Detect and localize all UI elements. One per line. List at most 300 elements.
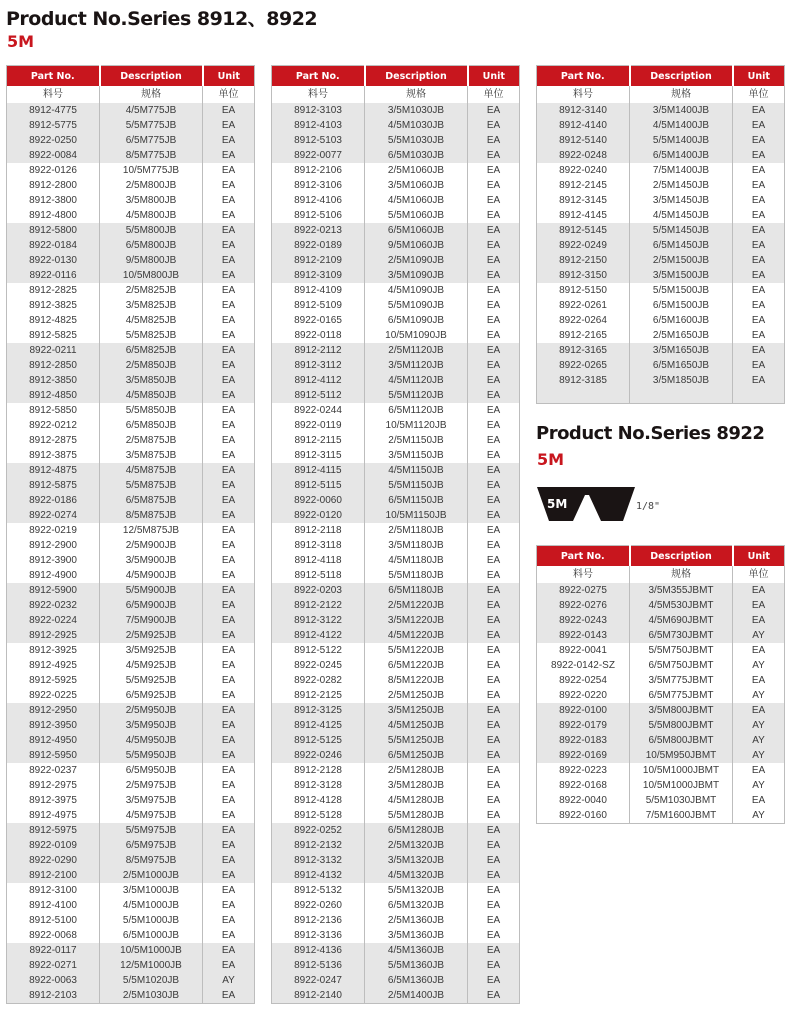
description-cell: 2/5M1090JB bbox=[365, 253, 468, 268]
unit-header: Unit bbox=[468, 66, 520, 87]
unit-cell: EA bbox=[468, 943, 520, 958]
part-no-cell: 8912-4145 bbox=[537, 208, 630, 223]
description-cell: 3/5M1360JB bbox=[365, 928, 468, 943]
description-cell: 10/5M800JB bbox=[100, 268, 203, 283]
part-no-cell: 8912-4950 bbox=[7, 733, 100, 748]
part-no-cell: 8912-5150 bbox=[537, 283, 630, 298]
part-no-cell: 8912-3100 bbox=[7, 883, 100, 898]
part-no-cell: 8922-0169 bbox=[537, 748, 630, 763]
unit-cell: AY bbox=[733, 628, 785, 643]
description-cell: 2/5M1060JB bbox=[365, 163, 468, 178]
description-cell: 12/5M1000JB bbox=[100, 958, 203, 973]
table-row bbox=[537, 133, 785, 148]
unit-cell: EA bbox=[733, 148, 785, 163]
unit-cell: EA bbox=[486, 315, 501, 326]
header-row bbox=[537, 546, 785, 567]
unit-cell: EA bbox=[486, 765, 501, 776]
part-no-cell: 8922-0254 bbox=[537, 673, 630, 688]
description-cell: 3/5M1250JB bbox=[365, 703, 468, 718]
part-no-cell: 8922-0247 bbox=[272, 973, 365, 988]
description-cell: 5/5M800JB bbox=[100, 223, 203, 238]
section-subtitle-5m-2: 5M bbox=[537, 450, 565, 469]
part-no-cell: 8912-5825 bbox=[7, 328, 100, 343]
description-cell: 3/5M1030JB bbox=[365, 103, 468, 118]
description-cell: 2/5M950JB bbox=[100, 703, 203, 718]
part-no-cell: 8912-4100 bbox=[7, 898, 100, 913]
description-cell: 4/5M1030JB bbox=[365, 118, 468, 133]
part-no-header-cn: 料号 bbox=[272, 86, 365, 103]
description-cell: 6/5M1220JB bbox=[365, 658, 468, 673]
table-row bbox=[7, 598, 255, 613]
description-cell: 6/5M1500JB bbox=[630, 298, 733, 313]
description-cell: 3/5M900JB bbox=[100, 553, 203, 568]
part-no-header-cn: 料号 bbox=[537, 86, 630, 103]
unit-cell: EA bbox=[733, 613, 785, 628]
part-no-cell: 8922-0143 bbox=[537, 628, 630, 643]
unit-cell: EA bbox=[203, 598, 255, 613]
description-header-cn: 规格 bbox=[100, 86, 203, 103]
unit-cell: EA bbox=[203, 463, 255, 478]
description-cell: 5/5M900JB bbox=[100, 583, 203, 598]
description-cell: 6/5M1280JB bbox=[365, 823, 468, 838]
description-cell: 5/5M1400JB bbox=[630, 133, 733, 148]
description-cell: 6/5M875JB bbox=[100, 493, 203, 508]
table-row bbox=[7, 493, 255, 508]
unit-cell: EA bbox=[203, 148, 255, 163]
part-no-cell: 8912-2132 bbox=[272, 838, 365, 853]
part-no-cell: 8912-3128 bbox=[272, 778, 365, 793]
description-cell: 10/5M1000JBMT bbox=[630, 763, 733, 778]
part-no-cell: 8922-0245 bbox=[272, 658, 365, 673]
table-row bbox=[537, 358, 785, 373]
description-cell: 3/5M1000JB bbox=[100, 883, 203, 898]
table-row bbox=[537, 718, 785, 733]
table-row bbox=[272, 568, 520, 583]
unit-cell: EA bbox=[733, 118, 785, 133]
part-no-cell: 8912-2875 bbox=[7, 433, 100, 448]
description-cell: 5/5M1000JB bbox=[100, 913, 203, 928]
part-no-cell: 8912-2850 bbox=[7, 358, 100, 373]
unit-cell: EA bbox=[486, 285, 501, 296]
unit-cell: EA bbox=[221, 450, 236, 461]
unit-cell: AY bbox=[752, 810, 765, 821]
part-no-cell: 8912-5125 bbox=[272, 733, 365, 748]
description-cell: 4/5M950JB bbox=[100, 733, 203, 748]
part-no-cell: 8912-3800 bbox=[7, 193, 100, 208]
part-no-cell: 8922-0040 bbox=[537, 793, 630, 808]
part-no-cell: 8922-0219 bbox=[7, 523, 100, 538]
description-cell: 5/5M875JB bbox=[100, 478, 203, 493]
unit-cell: EA bbox=[486, 450, 501, 461]
description-cell: 6/5M1450JB bbox=[630, 238, 733, 253]
table-row bbox=[7, 688, 255, 703]
unit-cell: EA bbox=[468, 148, 520, 163]
description-cell: 3/5M1060JB bbox=[365, 178, 468, 193]
part-no-cell: 8912-3145 bbox=[537, 193, 630, 208]
table-row bbox=[7, 808, 255, 823]
part-no-cell: 8912-2800 bbox=[7, 178, 100, 193]
description-cell: 3/5M875JB bbox=[100, 448, 203, 463]
unit-cell: EA bbox=[468, 973, 520, 988]
table-row bbox=[537, 778, 785, 793]
unit-cell: EA bbox=[221, 555, 236, 566]
description-header: Description bbox=[630, 66, 733, 87]
description-cell: 9/5M1060JB bbox=[365, 238, 468, 253]
unit-cell: EA bbox=[203, 343, 255, 358]
description-cell: 2/5M1500JB bbox=[630, 253, 733, 268]
table-row bbox=[7, 208, 255, 223]
part-no-header: Part No. bbox=[272, 66, 365, 87]
table-row bbox=[7, 253, 255, 268]
unit-cell: EA bbox=[221, 915, 236, 926]
table-row bbox=[537, 103, 785, 118]
part-no-cell: 8912-2109 bbox=[272, 253, 365, 268]
unit-cell: EA bbox=[751, 315, 766, 326]
part-no-cell: 8912-4103 bbox=[272, 118, 365, 133]
part-no-cell: 8922-0116 bbox=[7, 268, 100, 283]
table-row bbox=[272, 103, 520, 118]
part-no-cell: 8912-4825 bbox=[7, 313, 100, 328]
unit-cell: EA bbox=[486, 555, 501, 566]
table-row bbox=[7, 538, 255, 553]
description-cell: 4/5M1320JB bbox=[365, 868, 468, 883]
table-row bbox=[7, 478, 255, 493]
unit-cell: EA bbox=[203, 733, 255, 748]
table-row bbox=[7, 838, 255, 853]
table-row bbox=[272, 628, 520, 643]
description-cell: 6/5M1650JB bbox=[630, 358, 733, 373]
pitch-label: 1/8" bbox=[636, 501, 661, 512]
table-row bbox=[272, 733, 520, 748]
description-header-cn: 规格 bbox=[630, 566, 733, 583]
description-cell: 7/5M900JB bbox=[100, 613, 203, 628]
description-cell: 5/5M1280JB bbox=[365, 808, 468, 823]
table-row bbox=[7, 373, 255, 388]
part-no-cell: 8922-0290 bbox=[7, 853, 100, 868]
unit-cell: EA bbox=[203, 118, 255, 133]
part-no-cell: 8912-5106 bbox=[272, 208, 365, 223]
unit-cell: EA bbox=[203, 988, 255, 1004]
part-no-cell: 8922-0184 bbox=[7, 238, 100, 253]
parts-table-1 bbox=[6, 65, 255, 1004]
description-cell: 6/5M1360JB bbox=[365, 973, 468, 988]
unit-header-cn: 单位 bbox=[203, 86, 255, 103]
unit-cell: EA bbox=[751, 180, 766, 191]
part-no-cell: 8912-3875 bbox=[7, 448, 100, 463]
part-no-cell: 8912-3825 bbox=[7, 298, 100, 313]
table-row bbox=[7, 913, 255, 928]
description-cell: 3/5M975JB bbox=[100, 793, 203, 808]
part-no-cell: 8922-0179 bbox=[537, 718, 630, 733]
table-row bbox=[537, 328, 785, 343]
part-no-cell: 8912-4775 bbox=[7, 103, 100, 118]
table-row bbox=[272, 718, 520, 733]
header-row-cn bbox=[537, 86, 785, 103]
table-row bbox=[7, 868, 255, 883]
unit-cell: EA bbox=[203, 838, 255, 853]
part-no-cell: 8912-3950 bbox=[7, 718, 100, 733]
table-row bbox=[537, 388, 785, 404]
table-row bbox=[272, 478, 520, 493]
part-no-cell: 8912-5850 bbox=[7, 403, 100, 418]
description-cell: 2/5M1280JB bbox=[365, 763, 468, 778]
unit-cell: EA bbox=[486, 930, 501, 941]
unit-cell: EA bbox=[468, 463, 520, 478]
table-row bbox=[7, 403, 255, 418]
description-cell: 2/5M800JB bbox=[100, 178, 203, 193]
table-row bbox=[272, 208, 520, 223]
table-row bbox=[7, 238, 255, 253]
table-row bbox=[7, 298, 255, 313]
unit-header-cn: 单位 bbox=[733, 566, 785, 583]
table-row bbox=[537, 673, 785, 688]
description-cell: 5/5M1090JB bbox=[365, 298, 468, 313]
part-no-cell: 8912-5140 bbox=[537, 133, 630, 148]
table-row bbox=[537, 373, 785, 388]
header-row-cn bbox=[272, 86, 520, 103]
table-row bbox=[7, 658, 255, 673]
description-cell: 6/5M1000JB bbox=[100, 928, 203, 943]
table-row bbox=[272, 763, 520, 778]
description-cell: 3/5M1220JB bbox=[365, 613, 468, 628]
unit-cell: EA bbox=[486, 900, 501, 911]
description-cell: 7/5M1600JBMT bbox=[630, 808, 733, 824]
description-cell: 4/5M775JB bbox=[100, 103, 203, 118]
unit-cell: EA bbox=[468, 478, 520, 493]
table-row bbox=[7, 568, 255, 583]
unit-cell: EA bbox=[733, 343, 785, 358]
description-cell: 6/5M1320JB bbox=[365, 898, 468, 913]
unit-cell: EA bbox=[733, 133, 785, 148]
unit-cell: EA bbox=[221, 540, 236, 551]
unit-cell: EA bbox=[486, 195, 501, 206]
unit-cell: EA bbox=[486, 915, 501, 926]
description-cell: 5/5M825JB bbox=[100, 328, 203, 343]
part-no-header: Part No. bbox=[537, 66, 630, 87]
description-cell: 2/5M1250JB bbox=[365, 688, 468, 703]
description-cell: 2/5M1000JB bbox=[100, 868, 203, 883]
unit-cell: EA bbox=[468, 868, 520, 883]
description-cell: 4/5M1360JB bbox=[365, 943, 468, 958]
unit-cell: EA bbox=[203, 493, 255, 508]
description-cell: 2/5M850JB bbox=[100, 358, 203, 373]
table-row bbox=[272, 793, 520, 808]
unit-cell: EA bbox=[468, 103, 520, 118]
part-no-cell: 8922-0168 bbox=[537, 778, 630, 793]
description-cell: 2/5M925JB bbox=[100, 628, 203, 643]
table-row bbox=[7, 448, 255, 463]
part-no-header: Part No. bbox=[7, 66, 100, 87]
table-row bbox=[7, 853, 255, 868]
unit-cell: EA bbox=[468, 133, 520, 148]
part-no-cell: 8922-0224 bbox=[7, 613, 100, 628]
part-no-cell: 8912-4900 bbox=[7, 568, 100, 583]
part-no-cell: 8922-0252 bbox=[272, 823, 365, 838]
table-row bbox=[537, 808, 785, 824]
table-row bbox=[7, 178, 255, 193]
description-cell: 4/5M850JB bbox=[100, 388, 203, 403]
part-no-cell: 8912-2140 bbox=[272, 988, 365, 1004]
part-no-cell: 8912-4925 bbox=[7, 658, 100, 673]
table-row bbox=[537, 733, 785, 748]
part-no-cell: 8912-5136 bbox=[272, 958, 365, 973]
table-row bbox=[272, 928, 520, 943]
table-row bbox=[7, 973, 255, 988]
description-cell: 5/5M850JB bbox=[100, 403, 203, 418]
table-row bbox=[7, 163, 255, 178]
header-row bbox=[272, 66, 520, 87]
unit-cell: EA bbox=[203, 868, 255, 883]
unit-cell: EA bbox=[486, 570, 501, 581]
table-row bbox=[7, 343, 255, 358]
part-no-cell: 8922-0060 bbox=[272, 493, 365, 508]
description-cell: 4/5M690JBMT bbox=[630, 613, 733, 628]
description-cell: 6/5M730JBMT bbox=[630, 628, 733, 643]
description-cell: 4/5M1400JB bbox=[630, 118, 733, 133]
part-no-cell: 8922-0084 bbox=[7, 148, 100, 163]
part-no-cell: 8912-5775 bbox=[7, 118, 100, 133]
part-no-cell: 8922-0165 bbox=[272, 313, 365, 328]
part-no-cell: 8922-0186 bbox=[7, 493, 100, 508]
table-row bbox=[272, 418, 520, 433]
description-cell: 3/5M800JBMT bbox=[630, 703, 733, 718]
description-cell: 10/5M1000JB bbox=[100, 943, 203, 958]
description-cell: 2/5M975JB bbox=[100, 778, 203, 793]
unit-cell: EA bbox=[733, 583, 785, 598]
table-row bbox=[537, 223, 785, 238]
unit-cell: EA bbox=[733, 358, 785, 373]
unit-cell: EA bbox=[221, 330, 236, 341]
description-cell: 5/5M1150JB bbox=[365, 478, 468, 493]
unit-cell: EA bbox=[221, 420, 236, 431]
part-no-cell: 8912-3975 bbox=[7, 793, 100, 808]
table-row bbox=[7, 148, 255, 163]
unit-cell: EA bbox=[203, 628, 255, 643]
unit-cell: EA bbox=[468, 823, 520, 838]
unit-cell: EA bbox=[468, 958, 520, 973]
part-no-cell: 8922-0275 bbox=[537, 583, 630, 598]
part-no-cell: 8912-2100 bbox=[7, 868, 100, 883]
part-no-cell: 8912-3103 bbox=[272, 103, 365, 118]
unit-cell: EA bbox=[468, 853, 520, 868]
description-cell: 4/5M1450JB bbox=[630, 208, 733, 223]
part-no-cell: 8912-3122 bbox=[272, 613, 365, 628]
description-cell: 10/5M775JB bbox=[100, 163, 203, 178]
part-no-cell: 8922-0068 bbox=[7, 928, 100, 943]
description-cell: 4/5M900JB bbox=[100, 568, 203, 583]
unit-cell: EA bbox=[468, 493, 520, 508]
table-row bbox=[272, 853, 520, 868]
part-no-cell: 8922-0249 bbox=[537, 238, 630, 253]
section-subtitle-5m: 5M bbox=[7, 32, 35, 51]
table-row bbox=[272, 913, 520, 928]
unit-cell: EA bbox=[468, 613, 520, 628]
description-cell: 3/5M925JB bbox=[100, 643, 203, 658]
unit-cell: EA bbox=[486, 810, 501, 821]
part-no-cell: 8922-0282 bbox=[272, 673, 365, 688]
description-cell: 5/5M1120JB bbox=[365, 388, 468, 403]
unit-cell: EA bbox=[751, 210, 766, 221]
table-row bbox=[7, 433, 255, 448]
part-no-cell: 8912-3125 bbox=[272, 703, 365, 718]
table-row bbox=[272, 178, 520, 193]
table-row bbox=[7, 328, 255, 343]
unit-cell: EA bbox=[221, 300, 236, 311]
unit-cell: EA bbox=[486, 675, 501, 686]
unit-cell: EA bbox=[221, 435, 236, 446]
description-cell: 6/5M1060JB bbox=[365, 223, 468, 238]
description-header: Description bbox=[630, 546, 733, 567]
part-no-cell: 8922-0264 bbox=[537, 313, 630, 328]
unit-cell: EA bbox=[203, 478, 255, 493]
part-no-cell: 8922-0130 bbox=[7, 253, 100, 268]
description-cell: 6/5M800JBMT bbox=[630, 733, 733, 748]
part-no-cell: 8912-2925 bbox=[7, 628, 100, 643]
description-cell: 3/5M1650JB bbox=[630, 343, 733, 358]
table-row bbox=[272, 268, 520, 283]
table-row bbox=[7, 313, 255, 328]
table-row bbox=[537, 343, 785, 358]
description-cell: 6/5M1090JB bbox=[365, 313, 468, 328]
part-no-cell: 8912-5950 bbox=[7, 748, 100, 763]
description-cell: 3/5M1500JB bbox=[630, 268, 733, 283]
description-cell: 5/5M1220JB bbox=[365, 643, 468, 658]
description-cell: 4/5M875JB bbox=[100, 463, 203, 478]
description-cell: 4/5M1150JB bbox=[365, 463, 468, 478]
part-no-cell: 8912-4875 bbox=[7, 463, 100, 478]
description-cell: 6/5M750JBMT bbox=[630, 658, 733, 673]
part-no-cell: 8922-0120 bbox=[272, 508, 365, 523]
table-row bbox=[537, 583, 785, 598]
belt-profile-label: 5M bbox=[547, 497, 568, 511]
table-row bbox=[7, 523, 255, 538]
description-cell: 3/5M1090JB bbox=[365, 268, 468, 283]
description-cell: 4/5M1180JB bbox=[365, 553, 468, 568]
table-row bbox=[7, 988, 255, 1004]
unit-cell: EA bbox=[203, 373, 255, 388]
unit-cell: EA bbox=[468, 268, 520, 283]
part-no-cell: 8912-2125 bbox=[272, 688, 365, 703]
part-no-cell: 8922-0160 bbox=[537, 808, 630, 824]
unit-cell: EA bbox=[751, 795, 766, 806]
part-no-cell: 8912-2122 bbox=[272, 598, 365, 613]
table-row bbox=[537, 643, 785, 658]
description-cell: 2/5M1650JB bbox=[630, 328, 733, 343]
part-no-cell: 8912-2825 bbox=[7, 283, 100, 298]
part-no-cell: 8912-4140 bbox=[537, 118, 630, 133]
description-cell: 5/5M1030JBMT bbox=[630, 793, 733, 808]
table-row bbox=[272, 688, 520, 703]
unit-cell: EA bbox=[468, 223, 520, 238]
parts-table-3 bbox=[536, 65, 785, 404]
part-no-cell: 8912-5115 bbox=[272, 478, 365, 493]
table-row bbox=[272, 703, 520, 718]
part-no-cell: 8912-4850 bbox=[7, 388, 100, 403]
table-row bbox=[272, 778, 520, 793]
unit-cell: EA bbox=[751, 165, 766, 176]
table-row bbox=[7, 283, 255, 298]
table-row bbox=[7, 118, 255, 133]
unit-header-cn: 单位 bbox=[733, 86, 785, 103]
table-row bbox=[272, 283, 520, 298]
description-cell: 2/5M875JB bbox=[100, 433, 203, 448]
part-no-header-cn: 料号 bbox=[7, 86, 100, 103]
unit-cell: EA bbox=[203, 508, 255, 523]
unit-cell: EA bbox=[203, 133, 255, 148]
description-cell: 5/5M1060JB bbox=[365, 208, 468, 223]
unit-cell: EA bbox=[203, 853, 255, 868]
part-no-cell: 8912-5800 bbox=[7, 223, 100, 238]
